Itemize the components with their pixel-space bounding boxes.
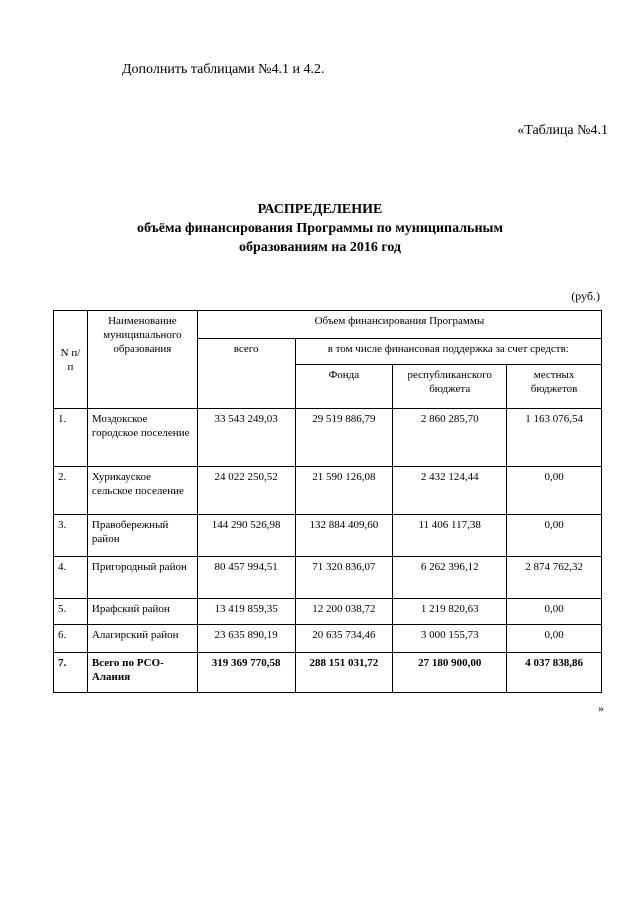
row-total: 144 290 526,98: [197, 515, 295, 557]
row-republic: 27 180 900,00: [393, 653, 507, 693]
header-num: N п/п: [54, 311, 88, 409]
row-republic: 6 262 396,12: [393, 557, 507, 599]
row-name: Пригородный район: [87, 557, 197, 599]
header-funding: Объем финансирования Программы: [197, 311, 601, 339]
row-total: 319 369 770,58: [197, 653, 295, 693]
row-fund: 20 635 734,46: [295, 625, 393, 653]
row-fund: 21 590 126,08: [295, 467, 393, 515]
row-local: 0,00: [507, 515, 602, 557]
header-total: всего: [197, 339, 295, 409]
table-row: [54, 515, 602, 557]
header-republic: республиканского бюджета: [393, 365, 507, 409]
row-total: 80 457 994,51: [197, 557, 295, 599]
table-row-total: [54, 653, 602, 693]
document-title: [0, 200, 640, 257]
row-num: 1.: [54, 409, 88, 467]
table-reference: «Таблица №4.1: [517, 123, 608, 138]
table-row: [54, 467, 602, 515]
row-republic: 1 219 820,63: [393, 599, 507, 625]
header-fund: Фонда: [295, 365, 393, 409]
row-name: Ирафский район: [87, 599, 197, 625]
table-row: [54, 557, 602, 599]
row-num: 3.: [54, 515, 88, 557]
row-total: 33 543 249,03: [197, 409, 295, 467]
row-num: 6.: [54, 625, 88, 653]
row-total: 24 022 250,52: [197, 467, 295, 515]
row-fund: 29 519 886,79: [295, 409, 393, 467]
row-local: 4 037 838,86: [507, 653, 602, 693]
closing-quote: »: [598, 701, 604, 715]
row-republic: 2 432 124,44: [393, 467, 507, 515]
row-total: 13 419 859,35: [197, 599, 295, 625]
title-line-1: РАСПРЕДЕЛЕНИЕ: [257, 202, 383, 217]
table-row: [54, 409, 602, 467]
row-name: Всего по РСО-Алания: [87, 653, 197, 693]
table-row: [54, 599, 602, 625]
row-republic: 3 000 155,73: [393, 625, 507, 653]
title-line-2: объёма финансирования Программы по муниципальным: [136, 221, 503, 236]
header-local: местных бюджетов: [507, 365, 602, 409]
funding-table: [53, 310, 602, 693]
row-republic: 11 406 117,38: [393, 515, 507, 557]
title-line-3: образованиям на 2016 год: [238, 240, 402, 255]
row-local: 2 874 762,32: [507, 557, 602, 599]
row-name: Хурикауское сельское поселение: [87, 467, 197, 515]
table-row: [54, 625, 602, 653]
row-num: 4.: [54, 557, 88, 599]
row-fund: 12 200 038,72: [295, 599, 393, 625]
row-fund: 132 884 409,60: [295, 515, 393, 557]
row-fund: 288 151 031,72: [295, 653, 393, 693]
row-num: 7.: [54, 653, 88, 693]
row-total: 23 635 890,19: [197, 625, 295, 653]
row-name: Правобережный район: [87, 515, 197, 557]
row-num: 2.: [54, 467, 88, 515]
row-name: Алагирский район: [87, 625, 197, 653]
header-including: в том числе финансовая поддержка за счет средств:: [295, 339, 601, 365]
row-num: 5.: [54, 599, 88, 625]
row-local: 0,00: [507, 599, 602, 625]
row-local: 0,00: [507, 467, 602, 515]
row-fund: 71 320 836,07: [295, 557, 393, 599]
header-name: Наименование муниципального образования: [87, 311, 197, 409]
row-local: 0,00: [507, 625, 602, 653]
row-local: 1 163 076,54: [507, 409, 602, 467]
row-name: Моздокское городское поселение: [87, 409, 197, 467]
unit-label: (руб.): [571, 289, 600, 303]
row-republic: 2 860 285,70: [393, 409, 507, 467]
intro-text: Дополнить таблицами №4.1 и 4.2.: [122, 62, 325, 77]
